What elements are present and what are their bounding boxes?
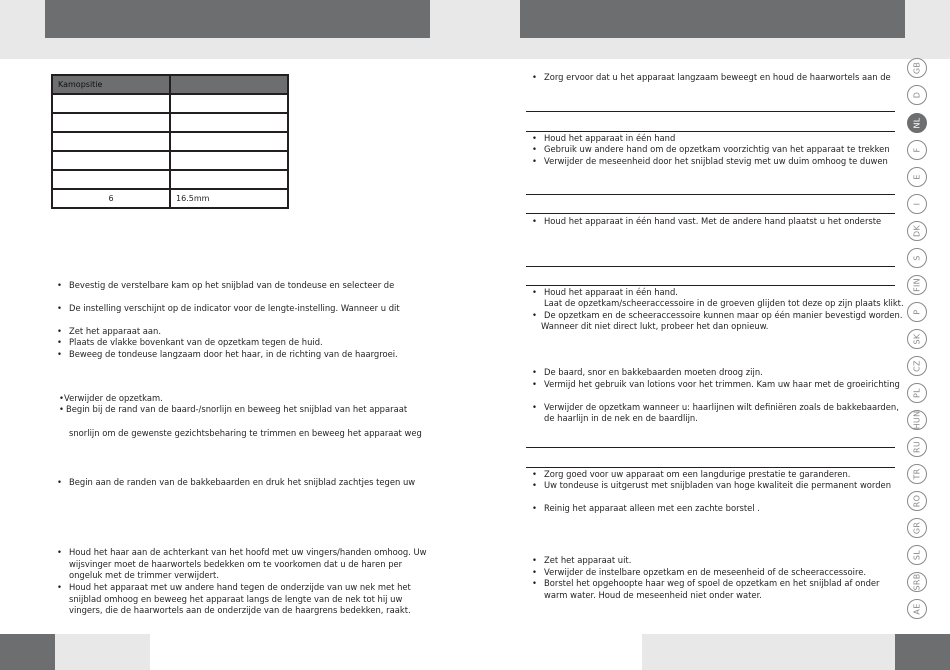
lang-tab-ae[interactable]: AE — [907, 599, 927, 619]
lang-tab-gr[interactable]: GR — [907, 518, 927, 538]
text-line: Bevestig de verstelbare kam op het snijblad van de tondeuse en selecteer de — [69, 280, 395, 290]
text-line: Verwijder de opzetkam wanneer u: haarlijnen wilt definiëren zoals de bakkebaarden, — [544, 402, 899, 412]
text-line: wijsvinger moet de haarwortels bedekken om te voorkomen dat u de haren per — [69, 559, 403, 569]
text-line: Laat de opzetkam/scheeraccessoire in de groeven glijden tot deze op zijn plaats klikt. — [544, 298, 904, 308]
text-line: Begin bij de rand van de baard-/snorlijn en beweeg het snijblad van het apparaat — [66, 404, 408, 414]
footer-bar-left-dark — [0, 634, 55, 670]
footer-bar-right-light — [642, 634, 895, 670]
lang-tab-d[interactable]: D — [907, 85, 927, 105]
comb-length-table — [51, 74, 289, 209]
lang-tab-s[interactable]: S — [907, 248, 927, 268]
text-line: Houd het apparaat met uw andere hand tegen de onderzijde van uw nek met het — [69, 582, 411, 592]
lang-tab-sk[interactable]: SK — [907, 329, 927, 349]
lang-tab-ru[interactable]: RU — [907, 437, 927, 457]
divider — [526, 467, 895, 468]
table-cell-setting: 6 — [52, 189, 170, 208]
divider — [526, 447, 895, 448]
text-line: De baard, snor en bakkebaarden moeten droog zijn. — [544, 367, 763, 377]
text-line: Borstel het opgehoopte haar weg of spoel de opzetkam en het snijblad af onder — [544, 578, 880, 588]
lang-tab-pl[interactable]: PL — [907, 383, 927, 403]
text-line: Zorg goed voor uw apparaat om een langdurige prestatie te garanderen. — [544, 469, 851, 479]
text-line: Houd het apparaat in één hand. — [544, 287, 678, 297]
lang-tab-nl[interactable]: NL — [907, 113, 927, 133]
table-header-composition: Kamopsitie — [52, 75, 170, 94]
lang-tab-cz[interactable]: CZ — [907, 356, 927, 376]
lang-tab-sl[interactable]: SL — [907, 545, 927, 565]
text-line: Uw tondeuse is uitgerust met snijbladen van hoge kwaliteit die permanent worden — [544, 480, 891, 490]
lang-tab-fin[interactable]: FIN — [907, 275, 927, 295]
lang-tab-srb[interactable]: SRB — [907, 572, 927, 592]
text-line: Verwijder de instelbare opzetkam en de meseenheid of de scheeraccessoire. — [544, 567, 867, 577]
divider — [526, 194, 895, 195]
text-line: snijblad omhoog en beweeg het apparaat langs de lengte van de nek tot hij uw — [69, 594, 403, 604]
lang-tab-f[interactable]: F — [907, 140, 927, 160]
text-line: snorlijn om de gewenste gezichtsbeharing te trimmen en beweeg het apparaat weg — [69, 428, 422, 438]
text-line: Begin aan de randen van de bakkebaarden en druk het snijblad zachtjes tegen uw — [69, 477, 416, 487]
text-line: Gebruik uw andere hand om de opzetkam voorzichtig van het apparaat te trekken — [544, 144, 890, 154]
divider — [526, 111, 895, 112]
text-line: Beweeg de tondeuse langzaam door het haar, in de richting van de haargroei. — [69, 349, 398, 359]
text-line: Houd het apparaat in één hand vast. Met de andere hand plaatst u het onderste — [544, 216, 882, 226]
right-header-bar — [520, 0, 905, 38]
text-line: vingers, die de haarwortels aan de onderzijde van de haargrens bedekken, raakt. — [69, 605, 411, 615]
text-line: De instelling verschijnt op de indicator voor de lengte-instelling. Wanneer u dit — [69, 303, 400, 313]
text-line: Verwijder de meseenheid door het snijblad stevig met uw duim omhoog te duwen — [544, 156, 888, 166]
text-line: Vermijd het gebruik van lotions voor het trimmen. Kam uw haar met de groeirichting — [544, 379, 900, 389]
divider — [526, 213, 895, 214]
lang-tab-ro[interactable]: RO — [907, 491, 927, 511]
text-line: De opzetkam en de scheeraccessoire kunnen maar op één manier bevestigd worden. — [544, 310, 903, 320]
lang-tab-p[interactable]: P — [907, 302, 927, 322]
lang-tab-hun[interactable]: HUN — [907, 410, 927, 430]
text-line: ongeluk met de trimmer verwijdert. — [69, 570, 219, 580]
footer-bar-left-light — [55, 634, 150, 670]
text-line: Reinig het apparaat alleen met een zachte borstel . — [544, 503, 760, 513]
divider — [526, 266, 895, 267]
lang-tab-dk[interactable]: DK — [907, 221, 927, 241]
text-line: Wanneer dit niet direct lukt, probeer het dan opnieuw. — [541, 321, 769, 331]
text-line: Verwijder de opzetkam. — [64, 393, 163, 403]
table-cell-length: 16.5mm — [170, 189, 288, 208]
text-line: de haarlijn in de nek en de baardlijn. — [544, 413, 698, 423]
text-line: warm water. Houd de meseenheid niet onder water. — [544, 590, 762, 600]
lang-tab-i[interactable]: I — [907, 194, 927, 214]
footer-bar-right-dark — [895, 634, 950, 670]
divider — [526, 131, 895, 132]
text-line: Zet het apparaat uit. — [544, 555, 632, 565]
lang-tab-tr[interactable]: TR — [907, 464, 927, 484]
text-line: Houd het apparaat in één hand — [544, 133, 676, 143]
text-line: Zorg ervoor dat u het apparaat langzaam beweegt en houd de haarwortels aan de — [544, 72, 891, 82]
divider — [526, 285, 895, 286]
text-line: Plaats de vlakke bovenkant van de opzetkam tegen de huid. — [69, 337, 323, 347]
left-header-bar — [45, 0, 430, 38]
text-line: Zet het apparaat aan. — [69, 326, 162, 336]
lang-tab-gb[interactable]: GB — [907, 58, 927, 78]
text-line: Houd het haar aan de achterkant van het hoofd met uw vingers/handen omhoog. Uw — [69, 547, 427, 557]
lang-tab-e[interactable]: E — [907, 167, 927, 187]
